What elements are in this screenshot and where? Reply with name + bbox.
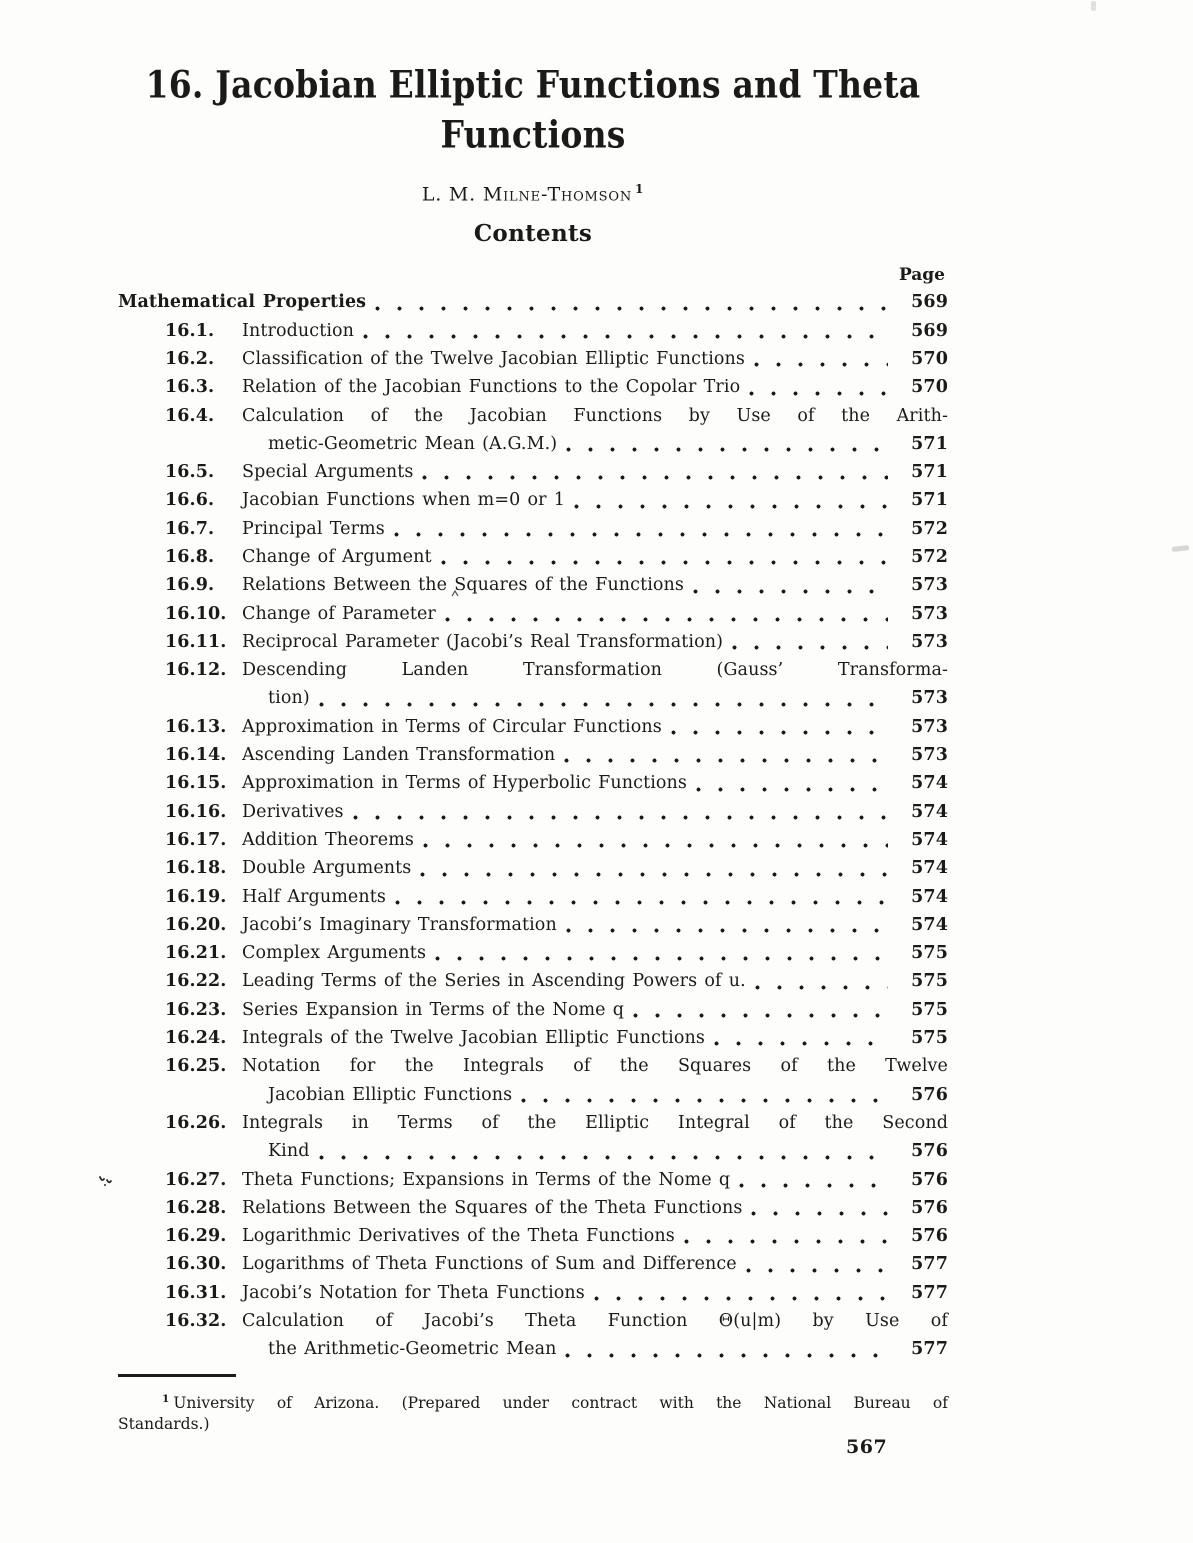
toc-entry-indent xyxy=(118,1335,268,1363)
toc-entry xyxy=(118,1194,948,1222)
dot-leader xyxy=(682,1222,888,1250)
toc-entry-number: 16.12. xyxy=(165,660,227,681)
toc-entry-title: Classification of the Twelve Jacobian Elliptic Functions xyxy=(242,348,745,369)
dot-leader xyxy=(752,345,888,373)
toc-entry-number: 16.17. xyxy=(165,829,227,850)
dot-leader xyxy=(753,967,888,995)
toc-entry-number: 16.14. xyxy=(165,745,227,766)
toc-entry-number: 16.5. xyxy=(165,462,215,483)
toc-entry xyxy=(118,1109,948,1137)
toc-entry-title: Approximation in Terms of Circular Functions xyxy=(242,716,662,737)
toc-entry-title: Theta Functions; Expansions in Terms of the Nome q xyxy=(242,1169,731,1190)
toc-entry-continuation xyxy=(118,430,948,458)
dot-leader xyxy=(747,373,888,401)
toc-entry xyxy=(118,883,948,911)
toc-entry-title: Calculation of Jacobi’s Theta Function Θ(u|m) by Use of xyxy=(242,1311,948,1332)
author-line xyxy=(118,177,948,206)
dot-leader xyxy=(694,769,888,797)
toc-entry xyxy=(118,571,948,599)
toc-entry xyxy=(118,1307,948,1335)
scan-artifact xyxy=(97,1171,115,1189)
toc-entry xyxy=(118,288,948,316)
toc-entry-page: 572 xyxy=(911,547,948,567)
toc-entry-page: 573 xyxy=(911,631,948,652)
toc-entry-title: Change of Parameter xyxy=(242,603,436,624)
toc-entry xyxy=(118,769,948,797)
chapter-title xyxy=(118,60,948,160)
footnote-text: University of Arizona. (Prepared under contract with the National Bureau of xyxy=(173,1393,948,1412)
toc-entry xyxy=(118,402,948,430)
dot-leader xyxy=(393,883,888,911)
dot-leader xyxy=(519,1081,888,1109)
toc-entry-title-continued: Kind xyxy=(268,1141,310,1162)
toc-entry-title: Change of Argument xyxy=(242,547,432,567)
dot-leader xyxy=(564,911,888,939)
toc-entry-page: 576 xyxy=(911,1197,948,1218)
toc-entry-page: 575 xyxy=(911,943,948,964)
toc-entry-number: 16.27. xyxy=(165,1169,227,1190)
toc-entry-title: Jacobi’s Notation for Theta Functions xyxy=(242,1282,585,1303)
toc-entry-number: 16.22. xyxy=(165,971,227,992)
toc-entry xyxy=(118,373,948,401)
toc-entry-title: Notation for the Integrals of the Squares of the Twelve xyxy=(242,1056,948,1077)
toc-entry-title: Relations Between the Squares of the Functions xyxy=(242,575,684,596)
toc-entry-page: 575 xyxy=(911,999,948,1020)
toc-entry xyxy=(118,826,948,854)
dot-leader xyxy=(592,1279,888,1307)
toc-entry-page: 575 xyxy=(911,1028,948,1049)
toc-entry-title: Special Arguments xyxy=(242,462,414,483)
dot-leader xyxy=(433,939,888,967)
dot-leader xyxy=(563,1335,888,1363)
toc-entry-page: 573 xyxy=(911,688,948,709)
toc-entry xyxy=(118,458,948,486)
toc-entry xyxy=(118,798,948,826)
toc-entry-page: 570 xyxy=(911,377,948,398)
toc-entry xyxy=(118,713,948,741)
toc-entry-page: 573 xyxy=(911,716,948,737)
toc-entry-indent xyxy=(118,1081,268,1109)
toc-entry xyxy=(118,656,948,684)
dot-leader xyxy=(317,684,888,712)
toc-entry-indent xyxy=(118,1137,268,1165)
toc-entry xyxy=(118,543,948,571)
dot-leader xyxy=(691,571,888,599)
toc-entry-page: 574 xyxy=(911,886,948,907)
toc-entry xyxy=(118,854,948,882)
toc-entry-number: 16.1. xyxy=(165,320,215,341)
toc-entry-page: 577 xyxy=(911,1254,948,1275)
toc-entry-page: 576 xyxy=(911,1169,948,1190)
toc-entry-number: 16.18. xyxy=(165,858,227,879)
toc-entry-number: 16.20. xyxy=(165,914,227,935)
toc-entry-continuation xyxy=(118,1335,948,1363)
toc-entry-title: Leading Terms of the Series in Ascending Powers of u. xyxy=(242,971,746,992)
dot-leader xyxy=(712,1024,888,1052)
toc-entry-title: Half Arguments xyxy=(242,886,386,907)
toc-entry-page: 576 xyxy=(911,1084,948,1105)
toc-entry-title-continued: metic-Geometric Mean (A.G.M.) xyxy=(268,433,558,454)
chapter-title-line-2: Functions xyxy=(440,112,626,157)
toc-entry-page: 574 xyxy=(911,914,948,935)
toc-entry-number: 16.21. xyxy=(165,943,227,964)
dot-leader xyxy=(351,798,888,826)
toc-entry xyxy=(118,486,948,514)
chapter-title-line-1: 16. Jacobian Elliptic Functions and Theta xyxy=(145,62,921,107)
toc-entry-number: 16.11. xyxy=(165,631,227,652)
toc-entry-page: 574 xyxy=(911,773,948,794)
toc-entry-page: 576 xyxy=(911,1226,948,1247)
toc-entry xyxy=(118,628,948,656)
toc-entry xyxy=(118,741,948,769)
toc-entry-title: Logarithms of Theta Functions of Sum and Difference xyxy=(242,1254,737,1275)
toc-entry xyxy=(118,1166,948,1194)
toc-entry-number: 16.31. xyxy=(165,1282,227,1303)
toc-entry xyxy=(118,1250,948,1278)
toc-entry-page: 577 xyxy=(911,1339,948,1360)
dot-leader xyxy=(373,288,888,316)
toc-entry-number: 16.7. xyxy=(165,518,215,539)
toc-entry-title: Descending Landen Transformation (Gauss’ Transforma- xyxy=(242,660,948,681)
dot-leader xyxy=(361,317,888,345)
toc-entry-page: 576 xyxy=(911,1141,948,1162)
dot-leader xyxy=(669,713,888,741)
toc-entry-page: 573 xyxy=(911,745,948,766)
dot-leader xyxy=(631,996,888,1024)
toc-entry-title-continued: Jacobian Elliptic Functions xyxy=(268,1084,513,1105)
toc-entry-title: Relations Between the Squares of the Theta Functions xyxy=(242,1197,743,1218)
toc-entry-title: Calculation of the Jacobian Functions by Use of the Arith- xyxy=(242,405,948,426)
toc-entry xyxy=(118,1052,948,1080)
toc-entry-page: 573 xyxy=(911,575,948,596)
toc-entry-title-continued: tion) xyxy=(268,688,310,709)
dot-leader xyxy=(744,1250,888,1278)
toc-entry-page: 577 xyxy=(911,1282,948,1303)
toc-entry-number: 16.16. xyxy=(165,801,227,822)
toc-entry-continuation xyxy=(118,684,948,712)
dot-leader xyxy=(562,741,888,769)
toc-entry-title: Jacobian Functions when m=0 or 1 xyxy=(242,490,566,511)
toc-entry-page: 571 xyxy=(911,490,948,511)
toc-entry xyxy=(118,515,948,543)
toc-entry xyxy=(118,345,948,373)
toc-entry-page: 574 xyxy=(911,829,948,850)
toc-entry-number: 16.9. xyxy=(165,575,215,596)
dot-leader xyxy=(439,543,888,571)
toc-entry xyxy=(118,1279,948,1307)
footnote-line-1 xyxy=(118,1389,948,1415)
toc-entry-title: Integrals of the Twelve Jacobian Elliptic Functions xyxy=(242,1028,705,1049)
toc-entry-title: Complex Arguments xyxy=(242,943,427,964)
toc-entry-number: 16.19. xyxy=(165,886,227,907)
dot-leader xyxy=(737,1166,888,1194)
dot-leader xyxy=(564,430,888,458)
toc-entry-page: 571 xyxy=(911,433,948,454)
toc-entry-title: Double Arguments xyxy=(242,858,412,879)
page-number: 567 xyxy=(846,1436,888,1458)
toc-entry xyxy=(118,600,948,628)
toc-entry xyxy=(118,967,948,995)
dot-leader xyxy=(749,1194,888,1222)
dot-leader xyxy=(443,600,888,628)
toc-entry-number: 16.10. xyxy=(165,603,227,624)
toc-entry-title: Derivatives xyxy=(242,801,344,822)
dot-leader xyxy=(392,515,888,543)
author-footnote-marker: 1 xyxy=(635,182,645,196)
toc-entry-continuation xyxy=(118,1081,948,1109)
toc-entry-page: 573 xyxy=(911,603,948,624)
toc-entry-title: Logarithmic Derivatives of the Theta Functions xyxy=(242,1226,675,1247)
scan-artifact xyxy=(1091,1,1096,11)
contents-heading: Contents xyxy=(473,220,593,248)
toc-entry-title: Relation of the Jacobian Functions to the Copolar Trio xyxy=(242,377,741,398)
toc-entry-title: Addition Theorems xyxy=(242,829,414,850)
dot-leader xyxy=(421,826,888,854)
dot-leader xyxy=(730,628,888,656)
dot-leader xyxy=(418,854,888,882)
toc-entry-indent xyxy=(118,430,268,458)
author-name: L. M. Milne-Thomson xyxy=(421,183,633,206)
toc-entry-number: 16.15. xyxy=(165,773,227,794)
toc-entry-title: Series Expansion in Terms of the Nome q xyxy=(242,999,625,1020)
toc-entry-number: 16.26. xyxy=(165,1112,227,1133)
toc-entry-number: 16.8. xyxy=(165,547,215,567)
footnote-rule xyxy=(118,1374,236,1377)
toc-entry-title: Ascending Landen Transformation xyxy=(242,745,556,766)
page-column-header: Page xyxy=(898,265,945,286)
page-content-column xyxy=(118,0,948,1436)
toc-entry-indent xyxy=(118,684,268,712)
toc-entry-number: 16.24. xyxy=(165,1028,227,1049)
toc-entry-page: 575 xyxy=(911,971,948,992)
dot-leader xyxy=(420,458,888,486)
toc-entry-title: Reciprocal Parameter (Jacobi’s Real Transformation) xyxy=(242,631,724,652)
toc-entry xyxy=(118,939,948,967)
toc-entry xyxy=(118,996,948,1024)
toc-entry-number: 16.25. xyxy=(165,1056,227,1077)
footnote-line-2: Standards.) xyxy=(118,1415,210,1434)
toc-entry-number: 16.2. xyxy=(165,348,215,369)
toc-entry-number: 16.28. xyxy=(165,1197,227,1218)
toc-entry-page: 570 xyxy=(911,348,948,369)
toc-entry-number: 16.32. xyxy=(165,1311,227,1332)
toc-entry-number: 16.30. xyxy=(165,1254,227,1275)
toc-entry-title-continued: the Arithmetic-Geometric Mean xyxy=(268,1339,557,1360)
dot-leader xyxy=(317,1137,888,1165)
toc-entry-title: Introduction xyxy=(242,320,355,341)
toc-entry-title: Mathematical Properties xyxy=(118,292,367,313)
toc-entry xyxy=(118,1222,948,1250)
dot-leader xyxy=(572,486,888,514)
toc-entry-page: 574 xyxy=(911,858,948,879)
footnote-marker: 1 xyxy=(162,1392,170,1405)
toc-entry-title: Principal Terms xyxy=(242,518,385,539)
toc-entry-page: 572 xyxy=(911,518,948,539)
toc-entry-continuation xyxy=(118,1137,948,1165)
toc-entry-number: 16.29. xyxy=(165,1226,227,1247)
toc-entry-number: 16.13. xyxy=(165,716,227,737)
toc-entry-page: 574 xyxy=(911,801,948,822)
toc-entry-page: 569 xyxy=(911,292,948,313)
toc-entry-title: Integrals in Terms of the Elliptic Integral of the Second xyxy=(242,1112,948,1133)
footnote xyxy=(118,1389,948,1436)
scan-artifact xyxy=(1172,545,1189,552)
toc-entry-page: 571 xyxy=(911,462,948,483)
toc-entry-page: 569 xyxy=(911,320,948,341)
toc-entry-number: 16.23. xyxy=(165,999,227,1020)
toc-entry xyxy=(118,911,948,939)
toc-entry-number: 16.3. xyxy=(165,377,215,398)
toc-entry xyxy=(118,1024,948,1052)
toc-entry-number: 16.6. xyxy=(165,490,215,511)
table-of-contents xyxy=(118,288,948,1363)
toc-entry xyxy=(118,317,948,345)
toc-entry-title: Approximation in Terms of Hyperbolic Functions xyxy=(242,773,687,794)
toc-entry-number: 16.4. xyxy=(165,405,215,426)
toc-entry-title: Jacobi’s Imaginary Transformation xyxy=(242,914,557,935)
